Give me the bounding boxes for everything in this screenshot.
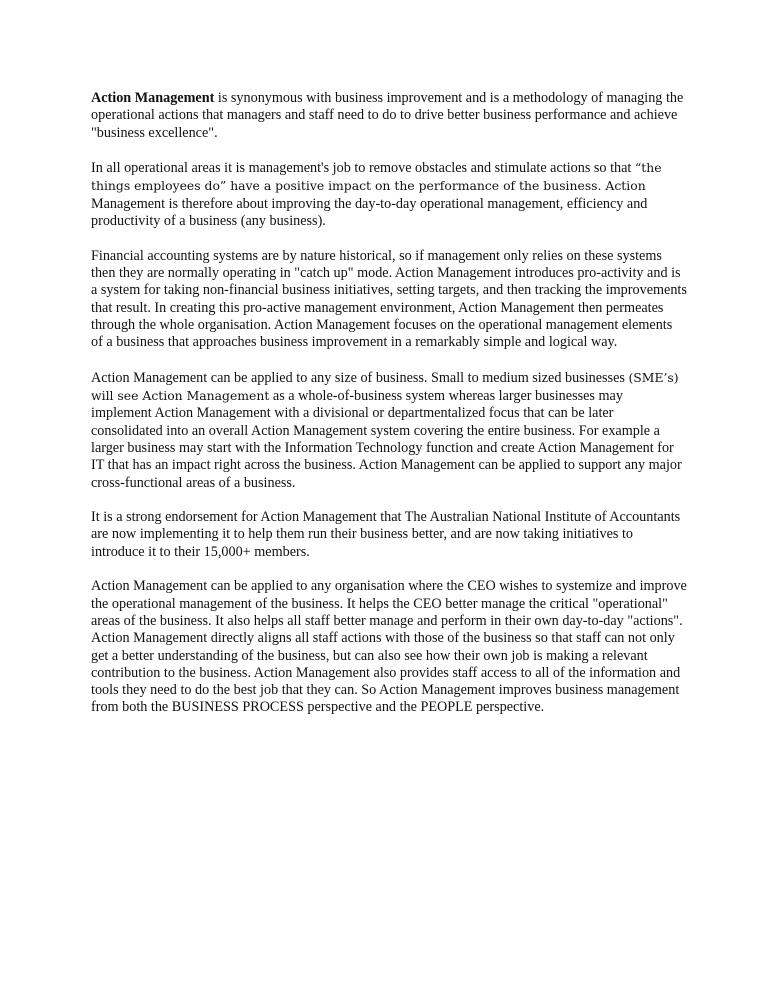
size-text-b: (SME’s) will see Action Management [91,369,679,404]
intro-lead-term: Action Management [91,90,215,106]
financial-text: Financial accounting systems are by nature historical, so if management only relies on these systems then they are normally operating in "catch up" mode. Action Management introduces pro-activity and is a system for taking non-financial business initiatives, setting targets, and then tracking the improvements that result. In creating this pro-active management environment, Action Management then permeates through the whole organisation. Action Management focuses on the operational management elements of a business that approaches business improvement in a remarkably simple and logical way. [91,247,687,351]
intro-text: is synonymous with business improvement and is a methodology of managing the operational actions that managers and staff need to do to drive better business performance and achieve "business excellence". [91,90,684,141]
operational-text-b: “the things employees do” have a positive impact on the performance of the business. Action [91,160,662,194]
paragraph-operational-areas [91,159,687,230]
paragraph-financial-systems [91,248,687,352]
paragraph-intro [91,90,687,142]
endorsement-text: It is a strong endorsement for Action Management that The Australian National Institute of Accountants are now implementing it to help them run their business better, and are now taking initiatives to introduce it to their 15,000+ members. [91,509,681,560]
paragraph-business-size [91,369,687,492]
operational-text-c: Management is therefore about improving the day-to-day operational management, efficiency and productivity of a business (any business). [91,195,648,230]
paragraph-endorsement [91,509,687,561]
operational-text-a: In all operational areas it is management's job to remove obstacles and stimulate actions so that [91,160,635,177]
size-text-a: Action Management can be applied to any size of business. Small to medium sized businesses [91,369,629,386]
paragraph-ceo [91,578,687,716]
size-text-c: as a whole-of-business system whereas larger businesses may implement Action Management with a divisional or departmentalized focus that can be later consolidated into an overall Action Management system covering the entire business. For example a larger business may start with the Information Technology function and create Action Management for IT that has an impact right across the business. Action Management can be applied to support any major cross-functional areas of a business. [91,388,682,491]
document-body [91,90,687,717]
ceo-text: Action Management can be applied to any organisation where the CEO wishes to systemize and improve the operational management of the business. It helps the CEO better manage the critical "operational" areas of the business. It also helps all staff better manage and perform in their own day-to-day "actions". Action Management directly aligns all staff actions with those of the business so that staff can not only get a better understanding of the business, but can also see how their own job is making a relevant contribution to the business. Action Management also provides staff access to all of the information and tools they need to do the best job that they can. So Action Management improves business management from both the BUSINESS PROCESS perspective and the PEOPLE perspective. [91,578,687,716]
